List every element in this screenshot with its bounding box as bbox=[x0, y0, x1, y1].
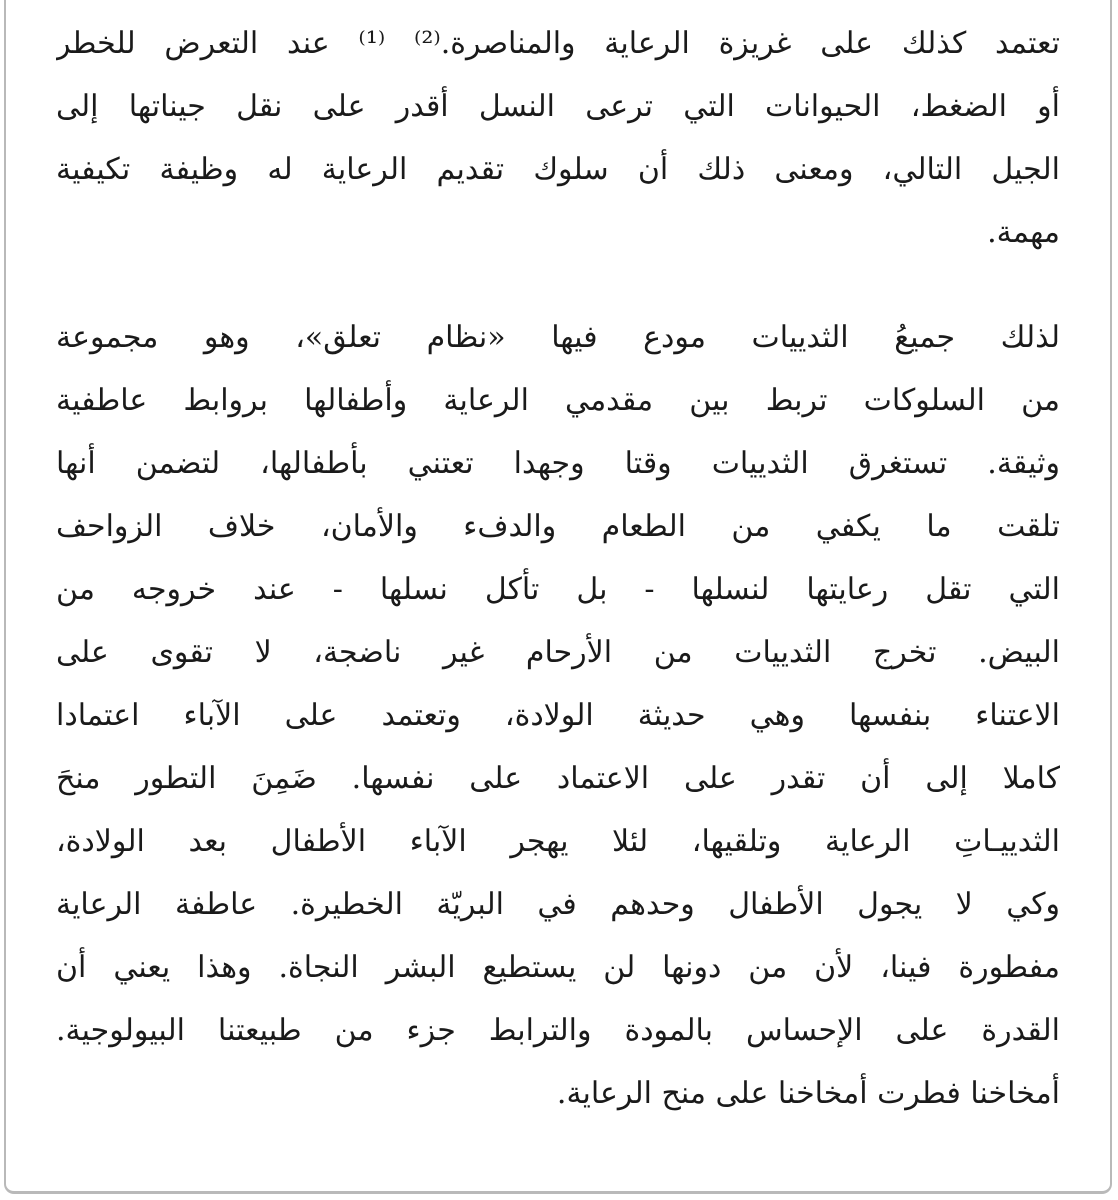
text-line: من السلوكات تربط بين مقدمي الرعاية وأطفالها بروابط عاطفية bbox=[56, 383, 1060, 418]
text-line: الجيل التالي، ومعنى ذلك أن سلوك تقديم الرعاية له وظيفة تكيفية bbox=[56, 152, 1060, 187]
text-line: تلقت ما يكفي من الطعام والدفء والأمان، خلاف الزواحف bbox=[56, 509, 1060, 544]
text-line: التي تقل رعايتها لنسلها - بل تأكل نسلها - عند خروجه من bbox=[56, 572, 1060, 607]
text-line: لذلك جميعُ الثدييات مودع فيها «نظام تعلق»، وهو مجموعة bbox=[56, 320, 1060, 355]
page-content bbox=[56, 12, 1060, 1125]
text-line: وثيقة. تستغرق الثدييات وقتا وجهدا تعتني بأطفالها، لتضمن أنها bbox=[56, 446, 1060, 481]
text-line: أو الضغط، الحيوانات التي ترعى النسل أقدر على نقل جيناتها إلى bbox=[56, 89, 1060, 124]
paragraph-2 bbox=[56, 306, 1060, 1125]
text-line: الاعتناء بنفسها وهي حديثة الولادة، وتعتمد على الآباء اعتمادا bbox=[56, 698, 1060, 733]
text-line: أمخاخنا فطرت أمخاخنا على منح الرعاية. bbox=[556, 1076, 1060, 1111]
paragraph-1 bbox=[56, 12, 1060, 264]
text-line: مهمة. bbox=[987, 215, 1060, 250]
text-line: كاملا إلى أن تقدر على الاعتماد على نفسها. ضَمِنَ التطور منحَ bbox=[56, 761, 1060, 796]
text-line: الثدييـاتِ الرعاية وتلقيها، لئلا يهجر الآباء الأطفال بعد الولادة، bbox=[56, 824, 1060, 859]
text-line: القدرة على الإحساس بالمودة والترابط جزء من طبيعتنا البيولوجية. bbox=[56, 1013, 1060, 1048]
text-line: وكي لا يجول الأطفال وحدهم في البريّة الخطيرة. عاطفة الرعاية bbox=[56, 887, 1060, 922]
text-line: مفطورة فينا، لأن من دونها لن يستطيع البشر النجاة. وهذا يعني أن bbox=[56, 950, 1060, 985]
text-line: تعتمد كذلك على غريزة الرعاية والمناصرة.⁽²⁾ ⁽¹⁾ عند التعرض للخطر bbox=[56, 26, 1060, 61]
text-line: البيض. تخرج الثدييات من الأرحام غير ناضجة، لا تقوى على bbox=[56, 635, 1060, 670]
